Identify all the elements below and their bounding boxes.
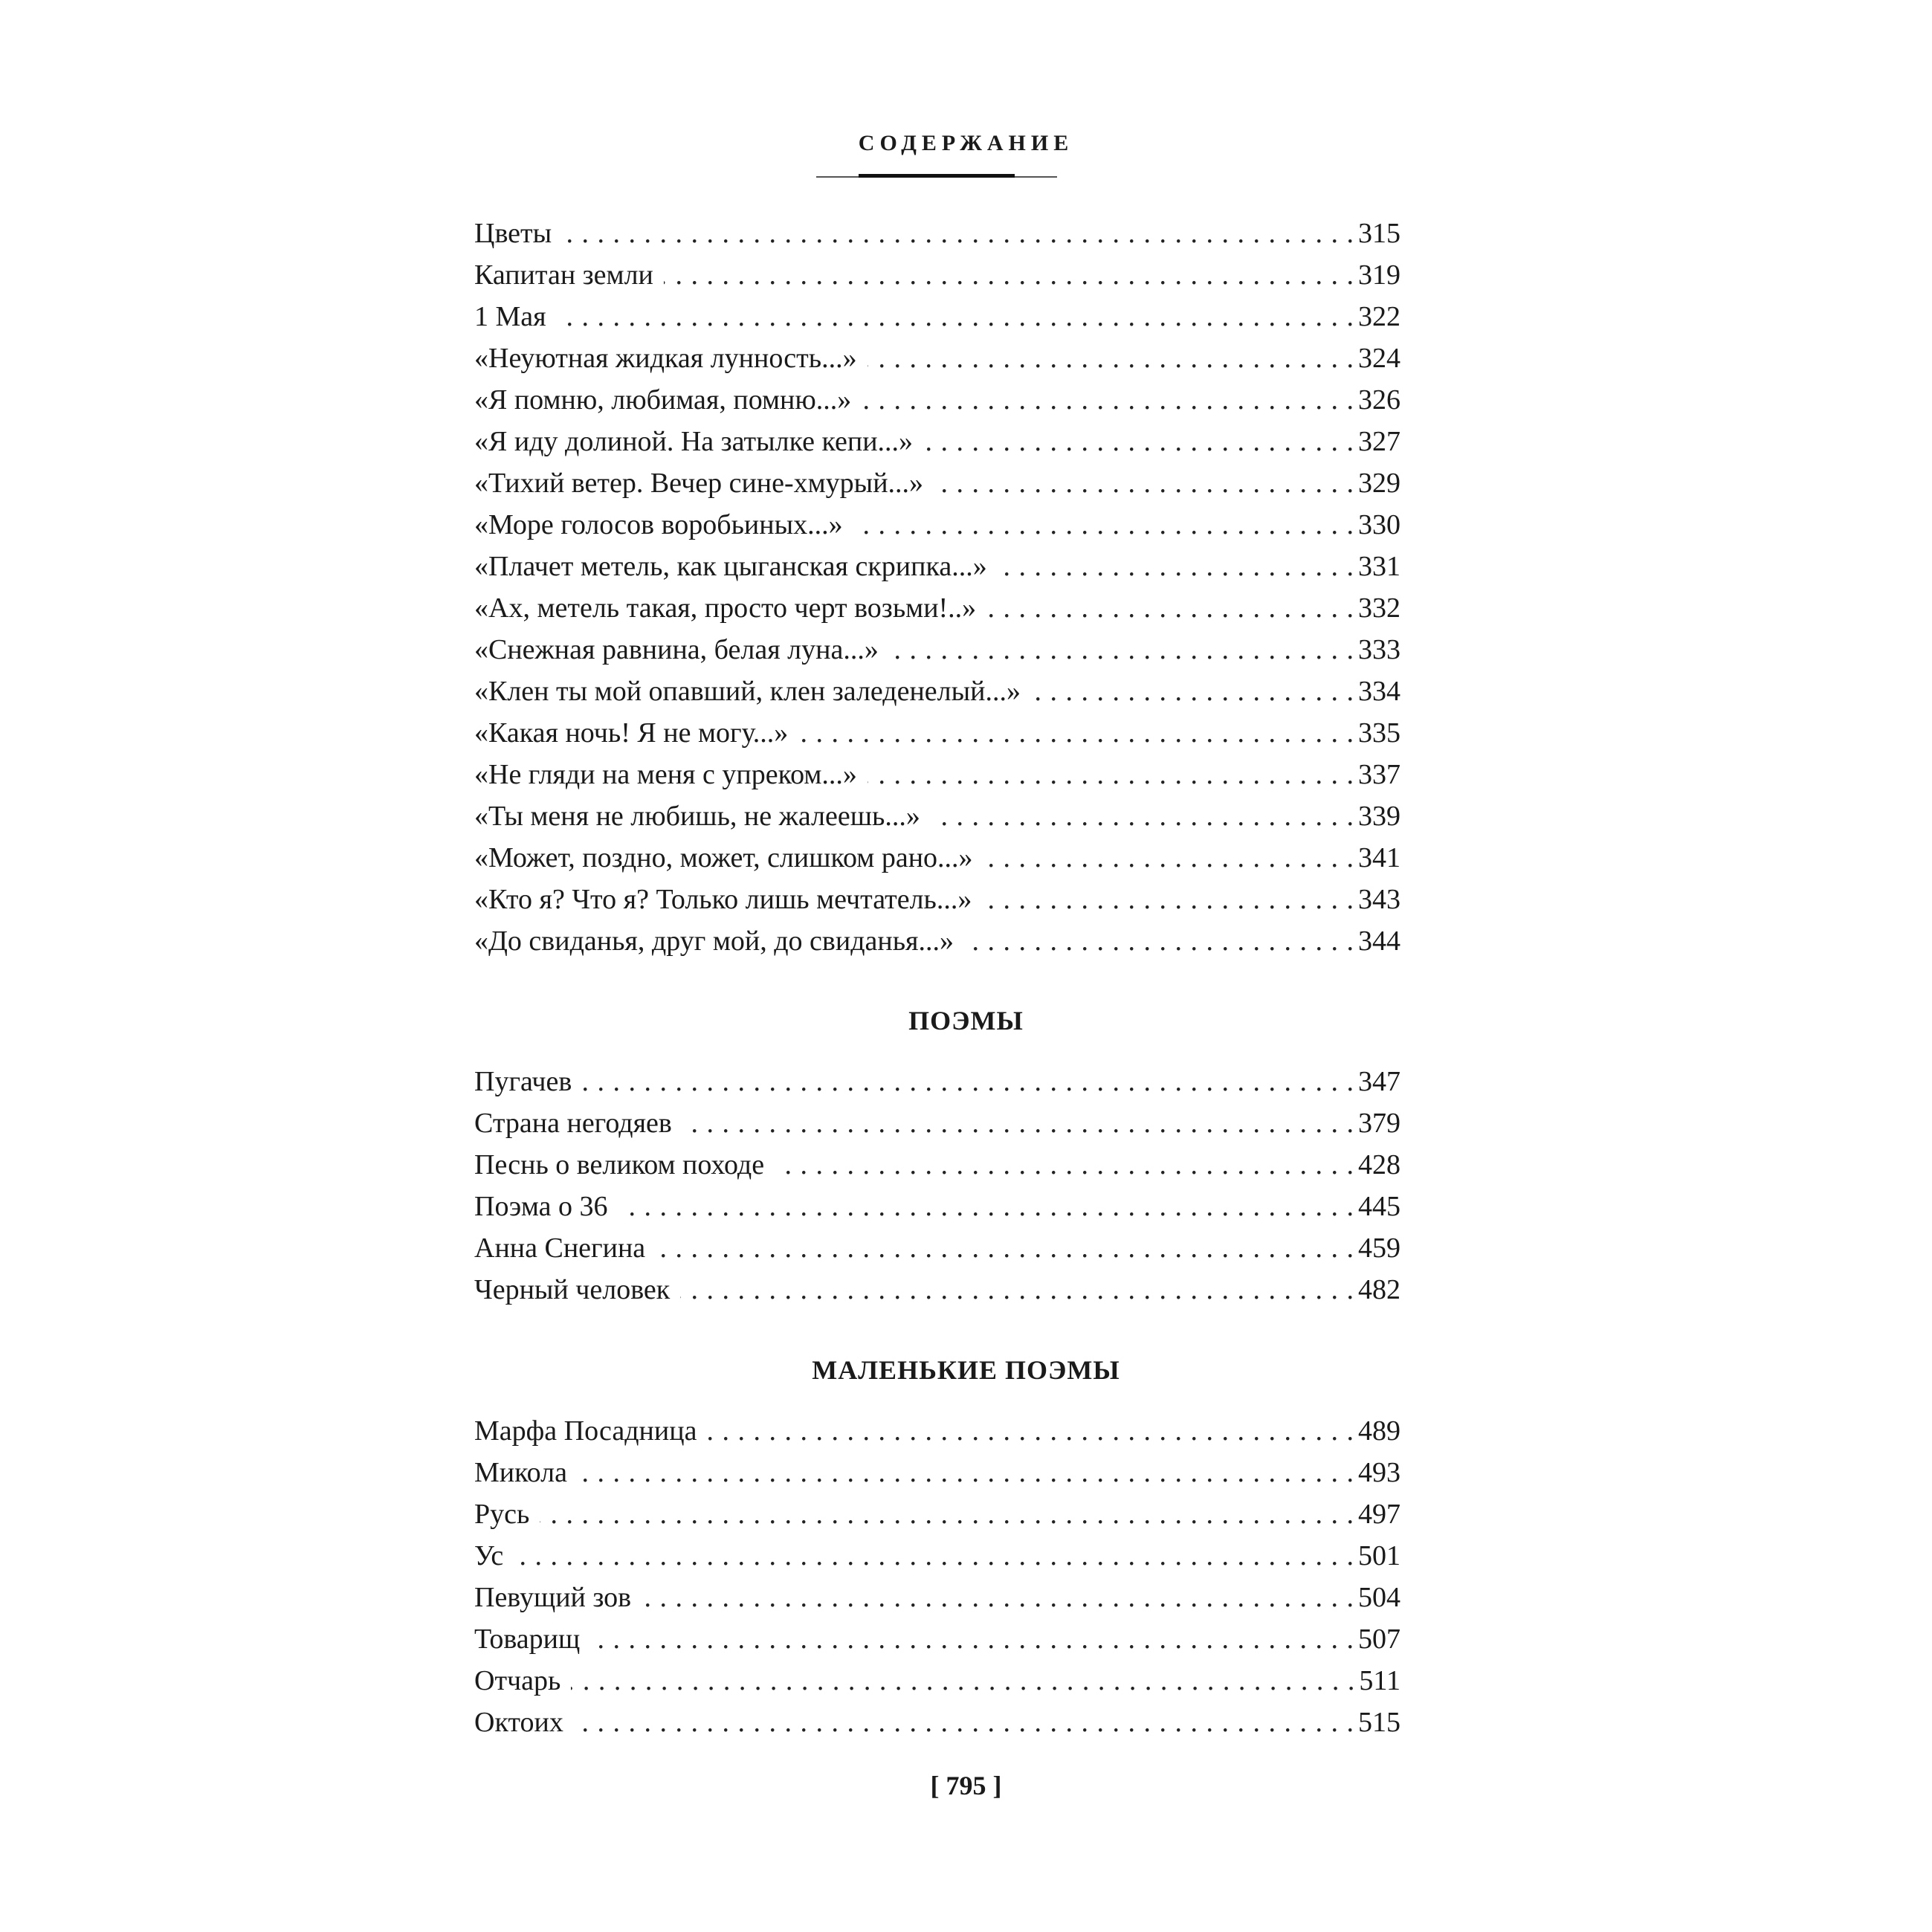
toc-entry-title: «Клен ты мой опавший, клен заледенелый...» (474, 676, 1021, 707)
dot-leader (934, 462, 1354, 504)
toc-entry-title: «Я иду долиной. На затылке кепи...» (474, 426, 914, 457)
toc-entry-page: 511 (1359, 1665, 1400, 1696)
toc-entry (474, 587, 1400, 629)
toc-entry (474, 1618, 1400, 1660)
dot-leader (868, 754, 1354, 795)
toc-entry-page: 344 (1358, 925, 1400, 957)
toc-entry-title: Пугачев (474, 1066, 572, 1097)
toc-entry-title: «До свиданья, друг мой, до свиданья...» (474, 925, 954, 957)
toc-entry-title: Черный человек (474, 1274, 671, 1305)
toc-entry-page: 315 (1358, 218, 1400, 249)
toc-entry (474, 1660, 1400, 1702)
toc-entry-title: 1 Мая (474, 301, 546, 332)
dot-leader (798, 712, 1354, 754)
toc-entry-page: 327 (1358, 426, 1400, 457)
toc-entry-page: 329 (1358, 468, 1400, 499)
toc-entry-page: 319 (1358, 259, 1400, 291)
dot-leader (862, 379, 1354, 421)
toc-entry (474, 379, 1400, 421)
toc-entry (474, 671, 1400, 712)
toc-entry-page: 334 (1358, 676, 1400, 707)
toc-entry-title: Страна негодяев (474, 1108, 672, 1139)
toc-entry (474, 1577, 1400, 1618)
dot-leader (571, 1660, 1354, 1702)
toc-entry-title: «Море голосов воробьиных...» (474, 509, 843, 540)
toc-entry (474, 337, 1400, 379)
toc-entry-title: Анна Снегина (474, 1232, 646, 1264)
dot-leader (1031, 671, 1354, 712)
dot-leader (582, 1061, 1354, 1102)
toc-entry-page: 428 (1358, 1149, 1400, 1180)
toc-entry-page: 497 (1358, 1499, 1400, 1530)
toc-entry (474, 296, 1400, 337)
section-heading-small-poems: МАЛЕНЬКИЕ ПОЭМЫ (812, 1355, 1120, 1385)
toc-entry (474, 629, 1400, 671)
toc-entry-page: 324 (1358, 343, 1400, 374)
dot-leader (982, 879, 1354, 920)
dot-leader (618, 1186, 1354, 1227)
toc-entry-page: 337 (1358, 759, 1400, 790)
toc-entry (474, 712, 1400, 754)
dot-leader (707, 1410, 1354, 1452)
toc-entry (474, 879, 1400, 920)
head-rule-accent (859, 174, 1015, 178)
toc-entry-page: 326 (1358, 384, 1400, 416)
toc-entry (474, 1269, 1400, 1311)
dot-leader (923, 421, 1354, 462)
toc-entry-title: Певущий зов (474, 1582, 632, 1613)
toc-entry (474, 1061, 1400, 1102)
toc-entry-page: 330 (1358, 509, 1400, 540)
toc-entry-page: 459 (1358, 1232, 1400, 1264)
dot-leader (986, 587, 1354, 629)
toc-entry-page: 504 (1358, 1582, 1400, 1613)
toc-entry-title: Марфа Посадница (474, 1415, 697, 1447)
toc-entry-page: 445 (1358, 1191, 1400, 1222)
toc-entry (474, 1102, 1400, 1144)
toc-entry-page: 343 (1358, 884, 1400, 915)
toc-entry-page: 332 (1358, 592, 1400, 624)
dot-leader (590, 1618, 1354, 1660)
toc-entry-title: Песнь о великом походе (474, 1149, 765, 1180)
dot-leader (931, 795, 1354, 837)
toc-entry-title: Товарищ (474, 1624, 581, 1655)
toc-entry (474, 1410, 1400, 1452)
dot-leader (964, 920, 1354, 962)
toc-entry-title: Октоих (474, 1707, 563, 1738)
toc-entry-title: Поэма о 36 (474, 1191, 608, 1222)
toc-entry-page: 501 (1358, 1540, 1400, 1571)
dot-leader (540, 1493, 1354, 1535)
toc-entry (474, 1535, 1400, 1577)
toc-entry-page: 515 (1358, 1707, 1400, 1738)
dot-leader (853, 504, 1354, 546)
toc-entry-title: «Плачет метель, как цыганская скрипка...» (474, 551, 987, 582)
toc-entry (474, 754, 1400, 795)
toc-entry (474, 504, 1400, 546)
toc-entry-page: 339 (1358, 801, 1400, 832)
dot-leader (868, 337, 1354, 379)
toc-entry (474, 421, 1400, 462)
toc-entry-title: «Ты меня не любишь, не жалеешь...» (474, 801, 920, 832)
toc-entry-page: 482 (1358, 1274, 1400, 1305)
dot-leader (983, 837, 1354, 879)
toc-entry-page: 493 (1358, 1457, 1400, 1488)
toc-entry-page: 322 (1358, 301, 1400, 332)
toc-entry (474, 1702, 1400, 1743)
toc-entry-page: 347 (1358, 1066, 1400, 1097)
toc-entry-title: Цветы (474, 218, 552, 249)
toc-entry-title: Отчарь (474, 1665, 561, 1696)
toc-list-top (474, 213, 1400, 962)
toc-entry-page: 331 (1358, 551, 1400, 582)
toc-entry-title: «Снежная равнина, белая луна...» (474, 634, 879, 665)
running-head: СОДЕРЖАНИЕ (858, 131, 1074, 155)
toc-entry-title: «Кто я? Что я? Только лишь мечтатель...» (474, 884, 972, 915)
toc-entry (474, 1227, 1400, 1269)
dot-leader (680, 1269, 1354, 1311)
dot-leader (578, 1452, 1354, 1493)
toc-entry (474, 1452, 1400, 1493)
toc-entry (474, 1493, 1400, 1535)
toc-entry (474, 213, 1400, 254)
toc-entry-title: «Тихий ветер. Вечер сине-хмурый...» (474, 468, 924, 499)
toc-entry-page: 333 (1358, 634, 1400, 665)
toc-entry (474, 462, 1400, 504)
toc-entry-page: 507 (1358, 1624, 1400, 1655)
toc-entry (474, 920, 1400, 962)
toc-entry (474, 837, 1400, 879)
toc-entry (474, 254, 1400, 296)
toc-entry (474, 795, 1400, 837)
toc-entry-title: Русь (474, 1499, 530, 1530)
dot-leader (514, 1535, 1354, 1577)
toc-entry-page: 379 (1358, 1108, 1400, 1139)
toc-list-poems (474, 1061, 1400, 1311)
toc-entry-title: «Может, поздно, может, слишком рано...» (474, 842, 973, 873)
dot-leader (664, 254, 1354, 296)
dot-leader (656, 1227, 1354, 1269)
toc-entry-page: 341 (1358, 842, 1400, 873)
page-number: [ 795 ] (930, 1771, 1002, 1800)
toc-entry-title: «Ах, метель такая, просто черт возьми!..» (474, 592, 977, 624)
dot-leader (889, 629, 1354, 671)
toc-entry-title: «Не гляди на меня с упреком...» (474, 759, 857, 790)
dot-leader (642, 1577, 1354, 1618)
toc-entry (474, 1144, 1400, 1186)
toc-entry-title: «Неуютная жидкая лунность...» (474, 343, 857, 374)
toc-entry (474, 1186, 1400, 1227)
dot-leader (557, 296, 1354, 337)
dot-leader (562, 213, 1354, 254)
toc-list-small-poems (474, 1410, 1400, 1743)
toc-entry-page: 489 (1358, 1415, 1400, 1447)
dot-leader (682, 1102, 1354, 1144)
toc-entry-page: 335 (1358, 717, 1400, 749)
toc-entry-title: Ус (474, 1540, 504, 1571)
toc-entry-title: «Я помню, любимая, помню...» (474, 384, 852, 416)
dot-leader (775, 1144, 1354, 1186)
toc-entry (474, 546, 1400, 587)
toc-entry-title: Микола (474, 1457, 567, 1488)
dot-leader (998, 546, 1354, 587)
section-heading-poems: ПОЭМЫ (908, 1006, 1024, 1036)
toc-entry-title: Капитан земли (474, 259, 653, 291)
toc-entry-title: «Какая ночь! Я не могу...» (474, 717, 789, 749)
dot-leader (574, 1702, 1354, 1743)
